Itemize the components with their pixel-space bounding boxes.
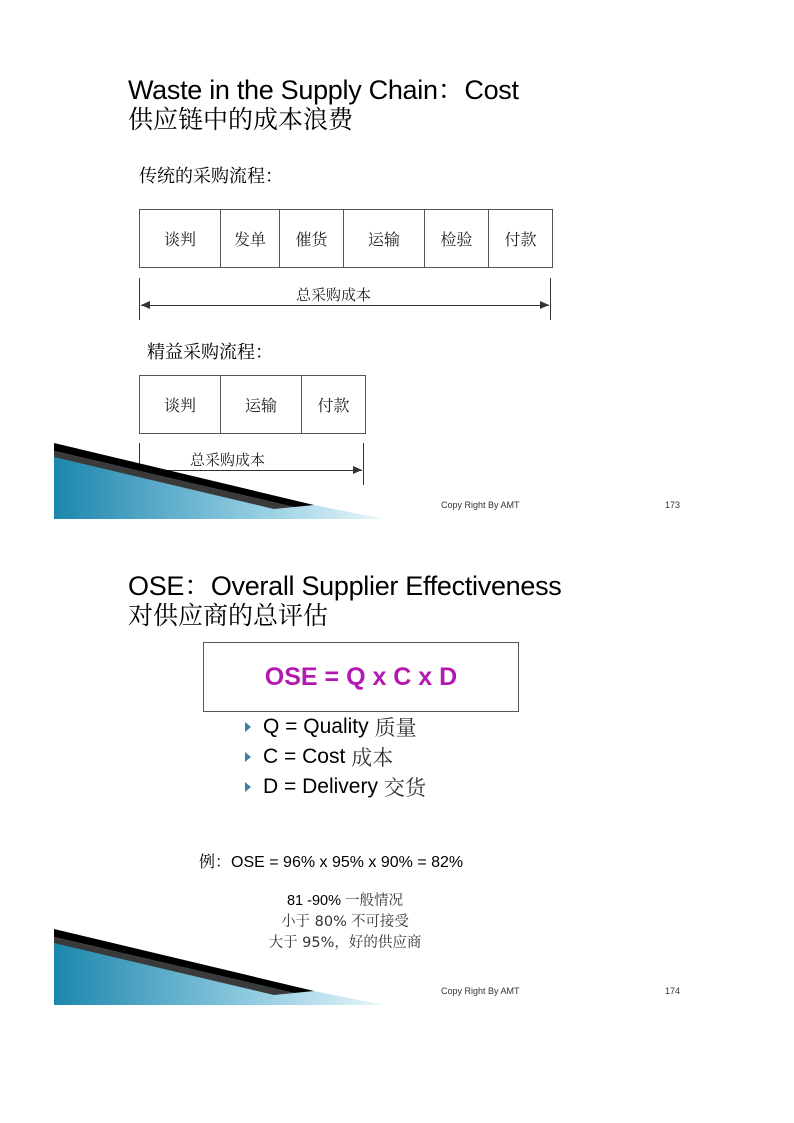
process-step: 付款: [317, 396, 350, 415]
page-number: 174: [665, 986, 681, 996]
bullet-arrow-icon: [245, 782, 251, 792]
formula-legend-list: [245, 712, 426, 802]
list-item: [245, 772, 426, 802]
process-step: 谈判: [140, 210, 221, 267]
lean-process-heading: 精益采购流程：: [147, 342, 273, 363]
copyright-text: Copy Right By AMT: [441, 500, 520, 510]
criteria-range: 大于 95%，: [268, 935, 349, 951]
process-step: 付款: [504, 230, 537, 249]
slide-title: [128, 75, 519, 135]
total-cost-label: 总采购成本: [186, 449, 269, 470]
slide-173: [0, 33, 794, 519]
title-english: OSE：Overall Supplier Effectiveness: [128, 571, 562, 601]
copyright-text: Copy Right By AMT: [441, 986, 520, 996]
slide-174: [0, 519, 794, 1005]
legend-term: C = Cost: [263, 745, 346, 768]
criteria-range: 小于 80%: [281, 914, 347, 930]
dimension-tick-left: [139, 278, 140, 320]
ose-formula: OSE = Q x C x D: [264, 662, 458, 691]
legend-term-chinese: 交货: [383, 776, 426, 800]
title-chinese: 对供应商的总评估: [128, 601, 329, 630]
process-step: 运输: [344, 210, 425, 267]
ose-example: [199, 849, 463, 872]
swoosh-decoration-icon: [54, 929, 434, 1005]
criteria-meaning: 不可接受: [350, 914, 409, 930]
legend-term-chinese: 成本: [351, 746, 394, 770]
process-step: 谈判: [140, 376, 221, 433]
legend-term-chinese: 质量: [374, 716, 417, 740]
dimension-line: [141, 305, 549, 306]
traditional-process-heading: 传统的采购流程：: [139, 166, 283, 187]
process-step: 检验: [425, 210, 489, 267]
dimension-tick-right: [550, 278, 551, 320]
bullet-arrow-icon: [245, 752, 251, 762]
title-english: Waste in the Supply Chain：Cost: [128, 75, 519, 105]
example-calculation: OSE = 96% x 95% x 90% = 82%: [231, 854, 464, 871]
page-number: 173: [665, 500, 681, 510]
list-item: [245, 742, 426, 772]
process-step: 发单: [221, 210, 280, 267]
criteria-line: [240, 891, 450, 912]
bullet-arrow-icon: [245, 722, 251, 732]
legend-term: D = Delivery: [263, 775, 378, 798]
criteria-meaning: 好的供应商: [348, 935, 422, 951]
process-step: 催货: [280, 210, 344, 267]
lean-process-table: [139, 375, 366, 434]
legend-term: Q = Quality: [263, 715, 369, 738]
arrow-left-icon: [141, 301, 150, 309]
slide-title: [128, 571, 562, 631]
total-cost-label: 总采购成本: [292, 284, 375, 305]
criteria-range: 81 -90%: [286, 893, 341, 909]
list-item: [245, 712, 426, 742]
example-prefix: 例：: [199, 852, 232, 871]
criteria-meaning: 一般情况: [345, 893, 404, 909]
traditional-process-table: [139, 209, 553, 268]
process-step: 运输: [221, 376, 302, 433]
formula-box: [203, 642, 519, 712]
title-chinese: 供应链中的成本浪费: [128, 105, 354, 134]
arrow-right-icon: [540, 301, 549, 309]
swoosh-decoration-icon: [54, 443, 434, 519]
